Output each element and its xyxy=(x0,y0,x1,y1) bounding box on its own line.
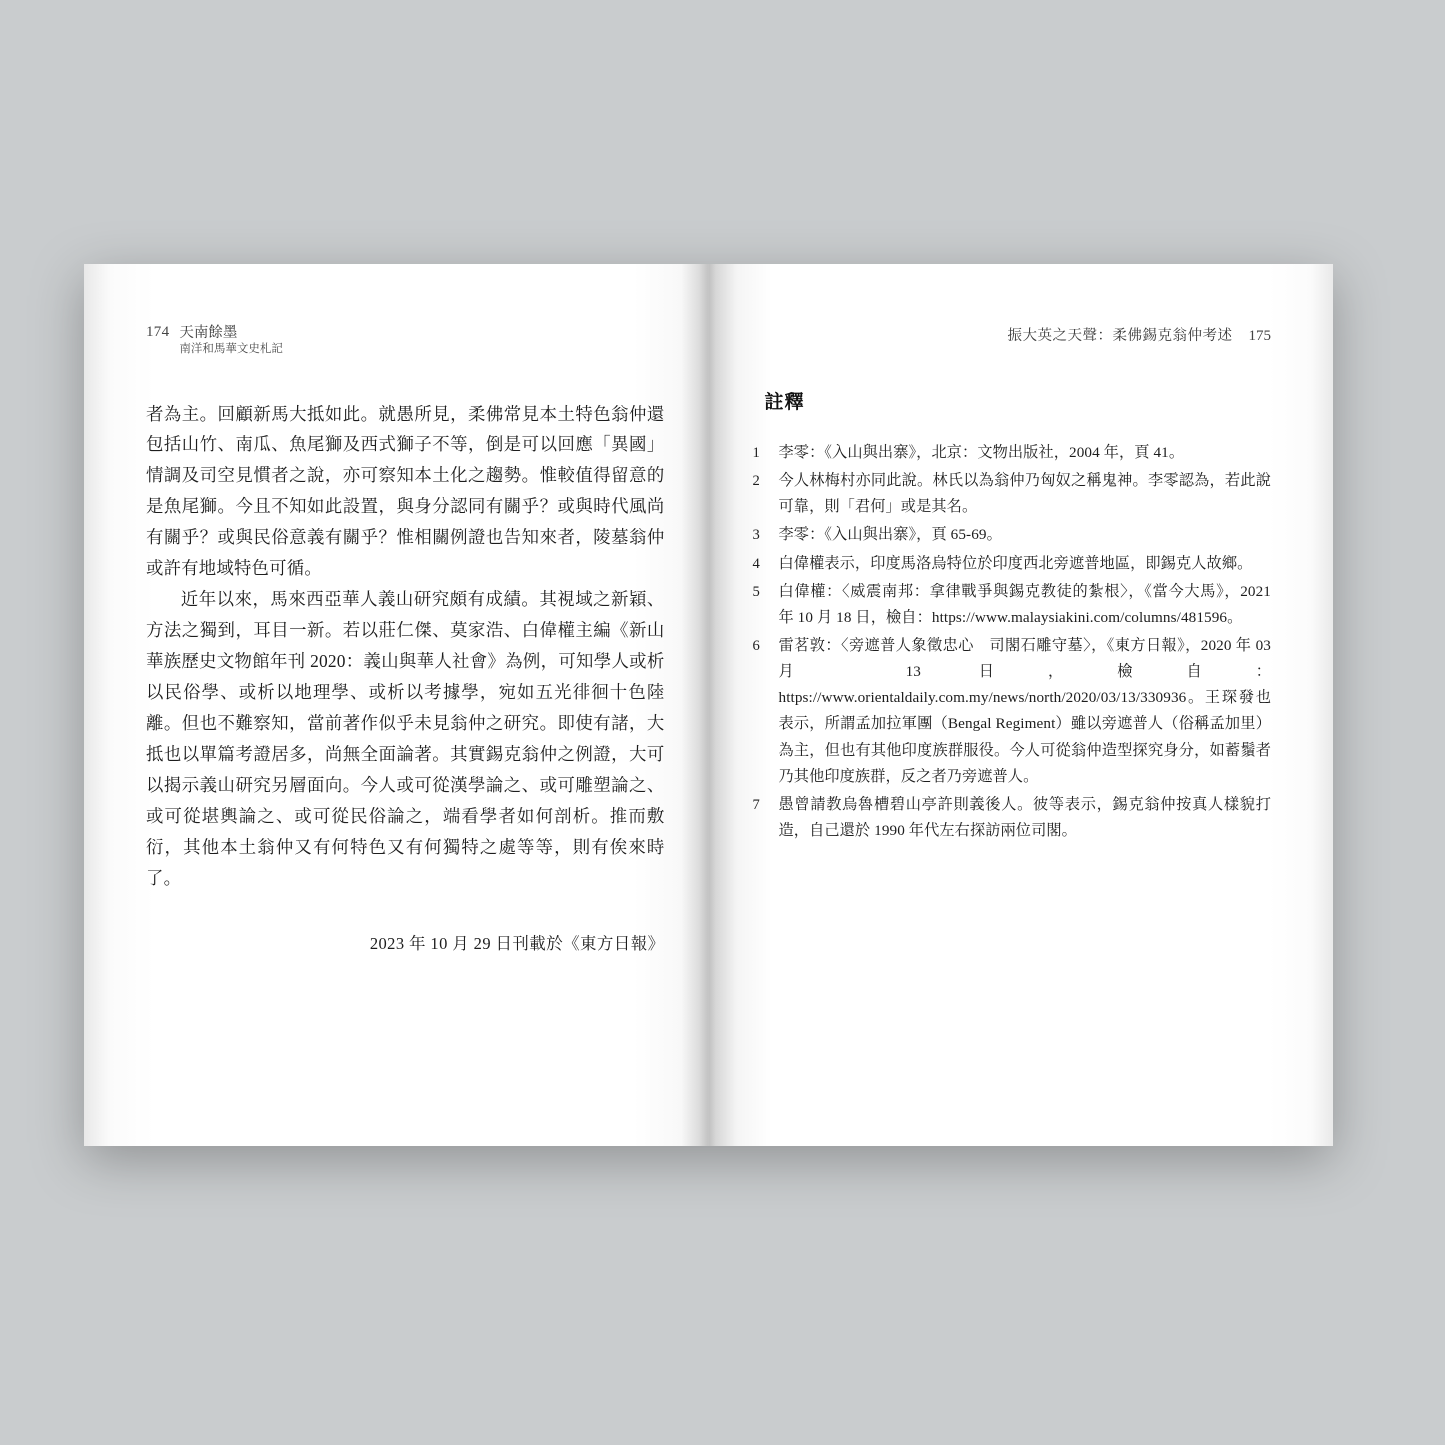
note-text: 愚曾請教烏魯槽碧山亭許則義後人。彼等表示，錫克翁仲按真人樣貌打造，自己還於 1990 年代左右探訪兩位司閣。 xyxy=(778,795,1271,839)
notes-section-title: 註釋 xyxy=(764,392,805,413)
note-text: 李零：《入山與出寨》，頁 65-69。 xyxy=(778,526,1002,544)
book-title: 天南餘墨 xyxy=(179,325,238,341)
note-number: 5 xyxy=(752,583,760,600)
note-text: 李零：《入山與出寨》，北京：文物出版社，2004 年，頁 41。 xyxy=(778,444,1185,461)
right-folio-number: 175 xyxy=(1248,328,1271,344)
note-number: 1 xyxy=(752,445,760,461)
paragraph: 近年以來，馬來西亞華人義山研究頗有成績。其視域之新穎、方法之獨到，耳目一新。若以莊仁傑、莫家浩、白偉權主編《新山華族歷史文物館年刊 2020：義山與華人社會》為例，可知學人或析以民俗學、或析以地理學、或析以考據學，宛如五光徘徊十色陸離。但也不難察知，當前著作似乎未見翁仲之研究。即使有諸，大抵也以單篇考證居多，尚無全面論著。其實錫克翁仲之例證，大可以揭示義山研究另層面向。今人或可從漢學論之、或可雕塑論之、或可從堪輿論之、或可從民俗論之，端看學者如何剖析。推而敷衍，其他本土翁仲又有何特色又有何獨特之處等等，則有俟來時了。 xyxy=(146,589,665,889)
left-page xyxy=(84,264,709,1146)
note-item xyxy=(753,579,1272,631)
note-number: 4 xyxy=(752,555,760,572)
chapter-title: 振大英之天聲：柔佛錫克翁仲考述 xyxy=(1007,328,1233,344)
publication-byline: 2023 年 10 月 29 日刊載於《東方日報》 xyxy=(369,934,665,953)
note-text: 白偉權表示，印度馬洛烏特位於印度西北旁遮普地區，即錫克人故鄉。 xyxy=(778,554,1253,572)
note-text: 雷茗敦：〈旁遮普人象徵忠心 司閣石雕守墓〉，《東方日報》，2020 年 03 月 13 日，檢自：https://www.orientaldaily.com.my/news/north/2020/03/13/330936。王琛發也表示，所謂孟加拉軍團（Bengal Regiment）雖以旁遮普人（俗稱孟加里）為主，但也有其他印度族群服役。今人可從翁仲造型探究身分，如蓄鬚者乃其他印度族群，反之者乃旁遮普人。 xyxy=(778,636,1271,785)
right-page xyxy=(709,264,1334,1146)
note-number: 6 xyxy=(752,637,760,654)
left-page-header xyxy=(146,324,665,357)
note-item xyxy=(753,440,1272,466)
left-page-body xyxy=(146,399,665,955)
right-page-header xyxy=(753,324,1272,345)
paragraph: 者為主。回顧新馬大抵如此。就愚所見，柔佛常見本土特色翁仲還包括山竹、南瓜、魚尾獅及西式獅子不等，倒是可以回應「異國」情調及司空見慣者之說，亦可察知本土化之趨勢。惟較值得留意的是魚尾獅。今且不知如此設置，與身分認同有關乎？或與時代風尚有關乎？或與民俗意義有關乎？惟相關例證也告知來者，陵墓翁仲或許有地域特色可循。 xyxy=(146,403,665,579)
note-item xyxy=(753,522,1272,548)
open-book-spread xyxy=(84,264,1333,1146)
right-page-body xyxy=(753,387,1272,844)
note-text: 今人林梅村亦同此說。林氏以為翁仲乃匈奴之稱鬼神。李零認為，若此說可靠，則「君何」或是其名。 xyxy=(778,472,1271,516)
note-item xyxy=(753,551,1272,577)
left-folio-number: 174 xyxy=(146,324,170,340)
left-running-head xyxy=(179,324,283,357)
note-number: 3 xyxy=(752,527,760,544)
note-number: 2 xyxy=(752,473,760,490)
book-subtitle: 南洋和馬華文史札記 xyxy=(179,343,283,356)
note-number: 7 xyxy=(752,796,760,813)
note-text: 白偉權：〈威震南邦：拿律戰爭與錫克教徒的紮根〉，《當今大馬》，2021 年 10 月 18 日，檢自：https://www.malaysiakini.com/columns/481596。 xyxy=(778,582,1271,626)
note-item xyxy=(753,468,1272,520)
note-item xyxy=(753,792,1272,844)
note-item xyxy=(753,633,1272,790)
